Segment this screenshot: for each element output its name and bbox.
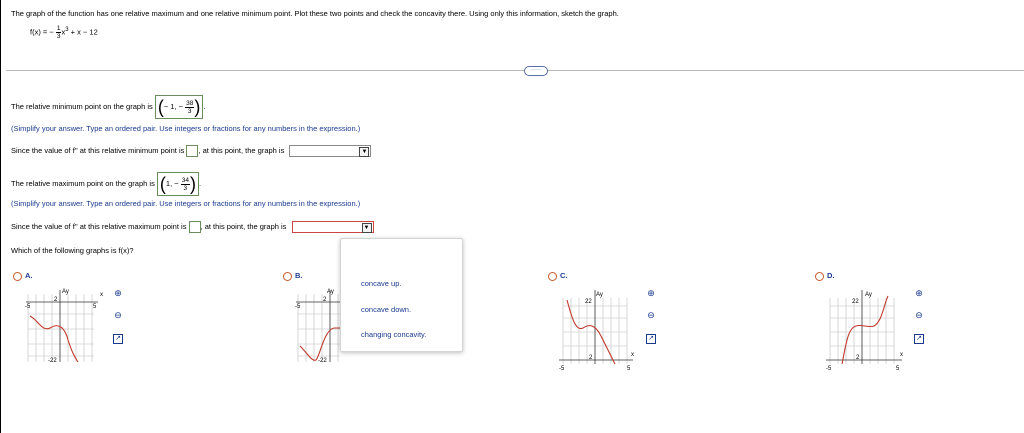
option-d-zoom-in-icon[interactable]: ⊕: [915, 288, 923, 298]
option-b-tick-top: 2: [323, 297, 327, 303]
function-prefix: f(x) = −: [30, 27, 54, 37]
min-concavity-select[interactable]: [289, 145, 371, 157]
min-since-prefix: Since the value of f'' at this relative minimum point is: [11, 145, 185, 155]
option-a-curve: [30, 316, 78, 362]
max-answer-fraction: [181, 177, 190, 192]
option-c-zoom-out-icon[interactable]: ⊖: [647, 310, 655, 320]
option-c-xlabel: x: [631, 352, 634, 358]
max-concavity-select[interactable]: [292, 221, 374, 233]
option-d-radio[interactable]: [815, 272, 824, 281]
max-answer-den: 3: [183, 184, 188, 192]
option-a-xlabel: x: [100, 292, 103, 298]
function-expression: [30, 25, 98, 47]
min-answer-fraction: [185, 100, 194, 115]
option-d-tick-left: -5: [826, 366, 832, 372]
dropdown-option-changing-concavity[interactable]: changing concavity.: [361, 330, 427, 339]
left-border: [0, 0, 1, 433]
max-since-suffix: , at this point, the graph is: [200, 221, 287, 231]
min-since-suffix: , at this point, the graph is: [198, 145, 285, 155]
divider-expand-button[interactable]: ·····: [524, 66, 548, 76]
option-a-zoom-in-icon[interactable]: ⊕: [114, 288, 122, 298]
max-hint: (Simplify your answer. Type an ordered pair. Use integers or fractions for any numbers in the expression.): [11, 199, 361, 208]
min-answer-num: 38: [186, 99, 194, 107]
fraction-numerator: 1: [56, 25, 61, 32]
fraction-denominator: 3: [56, 33, 61, 40]
option-a-tick-left: -5: [25, 304, 31, 310]
option-a-radio[interactable]: [13, 272, 22, 281]
max-since-prefix: Since the value of f'' at this relative maximum point is: [11, 221, 187, 231]
option-c-tick-mid: 2: [589, 355, 593, 361]
option-a-zoom-out-icon[interactable]: ⊖: [114, 310, 122, 320]
option-c-tick-left: -5: [559, 366, 565, 372]
min-point-row: The relative minimum point on the graph is (− 1, − $\frac{38}{3}$ ) .: [11, 97, 206, 117]
section-divider: [6, 70, 1024, 71]
option-c-letter: C.: [560, 271, 568, 280]
which-graph-prompt: Which of the following graphs is f(x)?: [11, 246, 134, 255]
option-d-tick-top: 22: [852, 299, 859, 305]
max-since-row: [11, 221, 374, 233]
option-d-tick-mid: 2: [856, 355, 860, 361]
option-d[interactable]: [815, 271, 835, 281]
option-c[interactable]: [548, 271, 568, 281]
option-c-graph: [555, 284, 637, 372]
option-a-tick-right: 5: [93, 304, 97, 310]
concavity-dropdown-menu: [340, 238, 463, 352]
option-c-radio[interactable]: [548, 272, 557, 281]
option-b[interactable]: [283, 271, 303, 281]
option-a-tick-bottom: -22: [48, 358, 57, 364]
option-a-letter: A.: [25, 271, 33, 280]
option-a-tick-top: 2: [54, 297, 58, 303]
question-text: The graph of the function has one relative maximum and one relative minimum point. Plot these two points and check the concavity there. Using only this information, sketch the graph.: [11, 9, 619, 18]
function-rest: + x − 12: [68, 27, 98, 37]
option-a-ylabel: Ay: [62, 289, 69, 295]
max-point-answer-box[interactable]: (1, − $\frac{34}{3}$ ): [157, 172, 199, 196]
option-d-zoom-out-icon[interactable]: ⊖: [915, 310, 923, 320]
option-d-letter: D.: [827, 271, 835, 280]
option-b-tick-left: -5: [295, 304, 301, 310]
option-b-ylabel: Ay: [327, 289, 334, 295]
option-d-graph: [822, 284, 908, 372]
option-a-popout-icon[interactable]: ↗: [113, 334, 123, 344]
option-b-graph: [294, 284, 342, 364]
max-answer-x: 1, −: [165, 178, 179, 188]
option-a-graph: [24, 284, 106, 364]
min-since-row: [11, 145, 371, 157]
option-b-radio[interactable]: [283, 272, 292, 281]
option-c-tick-top: 22: [585, 299, 592, 305]
option-d-xlabel: x: [900, 352, 903, 358]
dropdown-option-concave-down[interactable]: concave down.: [361, 305, 412, 314]
option-c-tick-right: 5: [627, 366, 631, 372]
option-d-popout-icon[interactable]: ↗: [914, 334, 924, 344]
function-exponent: 3: [65, 26, 69, 33]
option-c-popout-icon[interactable]: ↗: [646, 334, 656, 344]
option-b-letter: B.: [295, 271, 303, 280]
option-c-zoom-in-icon[interactable]: ⊕: [647, 288, 655, 298]
min-answer-den: 3: [187, 107, 192, 115]
max-fpp-input[interactable]: [189, 221, 201, 233]
min-point-label: The relative minimum point on the graph is: [11, 101, 153, 111]
min-answer-x: − 1, −: [163, 101, 184, 111]
chevron-down-icon: ▼: [362, 223, 372, 233]
option-a[interactable]: [13, 271, 33, 281]
option-c-ylabel: Ay: [596, 292, 603, 298]
function-variable: x: [61, 27, 66, 37]
min-point-answer-box[interactable]: (− 1, − $\frac{38}{3}$ ): [155, 95, 204, 119]
chevron-down-icon: ▼: [359, 147, 369, 157]
option-d-ylabel: Ay: [865, 292, 872, 298]
option-b-tick-bottom: -22: [318, 358, 327, 364]
min-fpp-input[interactable]: [186, 145, 198, 157]
max-point-label: The relative maximum point on the graph is: [11, 178, 155, 188]
min-hint: (Simplify your answer. Type an ordered pair. Use integers or fractions for any numbers in the expression.): [11, 124, 361, 133]
max-point-row: The relative maximum point on the graph is (1, − $\frac{34}{3}$ ) .: [11, 174, 202, 194]
option-d-tick-right: 5: [896, 366, 900, 372]
dropdown-option-concave-up[interactable]: concave up.: [361, 279, 402, 288]
max-answer-num: 34: [181, 176, 189, 184]
